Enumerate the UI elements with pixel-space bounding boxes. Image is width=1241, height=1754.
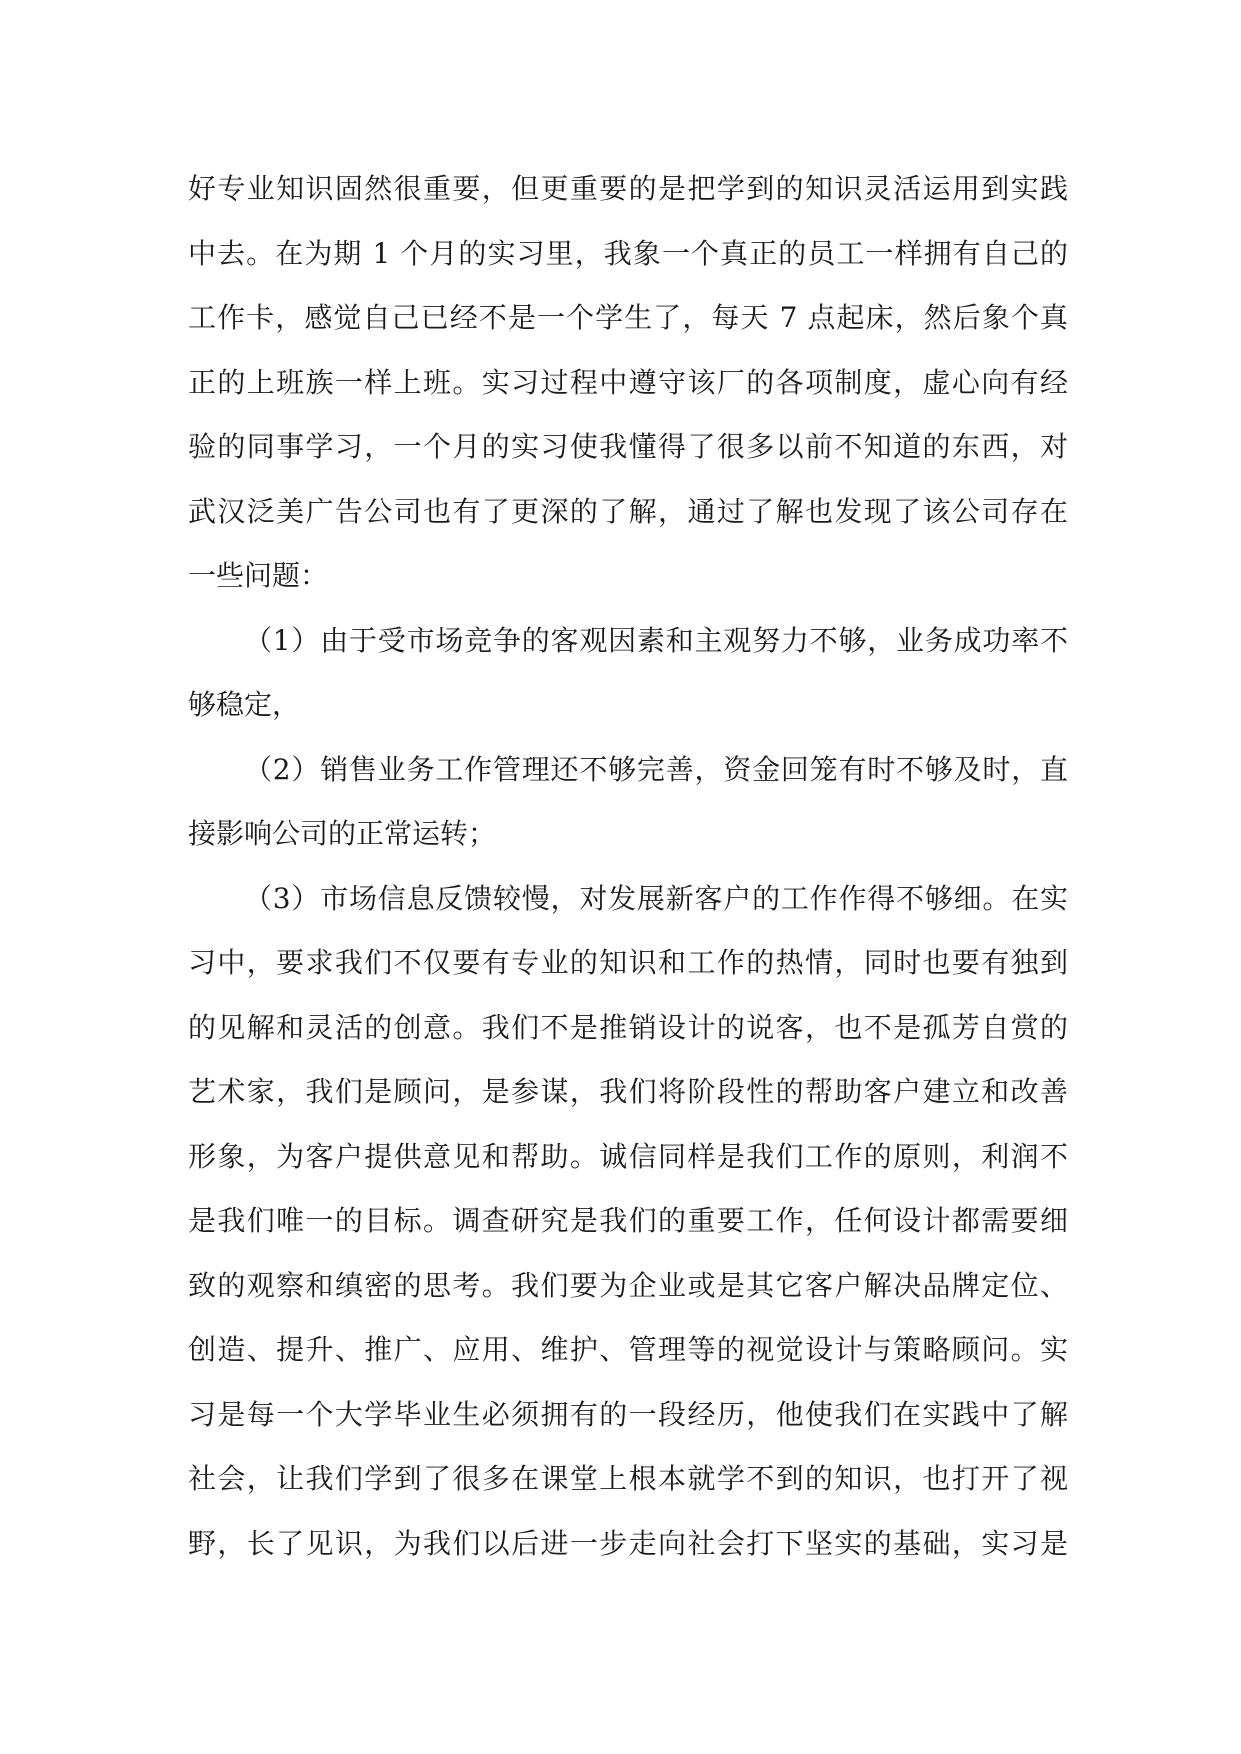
text-line: 是我们唯一的目标。调查研究是我们的重要工作，任何设计都需要细: [188, 1204, 1068, 1237]
text-line: 中去。在为期 1 个月的实习里，我象一个真正的员工一样拥有自己的: [188, 236, 1068, 270]
text-line: 工作卡，感觉自己已经不是一个学生了，每天 7 点起床，然后象个真: [188, 301, 1068, 334]
list-item-line: （1）由于受市场竞争的客观因素和主观努力不够，业务成功率不: [244, 623, 1068, 657]
text-line: 艺术家，我们是顾问，是参谋，我们将阶段性的帮助客户建立和改善: [188, 1075, 1068, 1108]
text-line: 习是每一个大学毕业生必须拥有的一段经历，他使我们在实践中了解: [188, 1397, 1068, 1431]
text-line: 验的同事学习，一个月的实习使我懂得了很多以前不知道的东西，对: [188, 430, 1068, 463]
text-line: 习中，要求我们不仅要有专业的知识和工作的热情，同时也要有独到: [188, 946, 1068, 979]
list-item-line: （3）市场信息反馈较慢，对发展新客户的工作作得不够细。在实: [244, 881, 1068, 915]
text-line: 正的上班族一样上班。实习过程中遵守该厂的各项制度，虚心向有经: [188, 365, 1068, 399]
text-line: 好专业知识固然很重要，但更重要的是把学到的知识灵活运用到实践: [188, 172, 1068, 205]
text-line: 创造、提升、推广、应用、维护、管理等的视觉设计与策略顾问。实: [188, 1333, 1068, 1366]
text-line: 社会，让我们学到了很多在课堂上根本就学不到的知识，也打开了视: [188, 1462, 1068, 1495]
text-line: 野，长了见识，为我们以后进一步走向社会打下坚实的基础，实习是: [188, 1526, 1068, 1560]
document-body: [188, 157, 1068, 1576]
text-line: 形象，为客户提供意见和帮助。诚信同样是我们工作的原则，利润不: [188, 1139, 1068, 1173]
text-line: 的见解和灵活的创意。我们不是推销设计的说客，也不是孤芳自赏的: [188, 1010, 1068, 1044]
text-line: 接影响公司的正常运转；: [188, 817, 497, 850]
text-line: 致的观察和缜密的思考。我们要为企业或是其它客户解决品牌定位、: [188, 1268, 1068, 1302]
text-line: 够稳定，: [188, 688, 301, 721]
text-line: 一些问题：: [188, 559, 329, 592]
text-line: 武汉泛美广告公司也有了更深的了解，通过了解也发现了该公司存在: [188, 494, 1068, 528]
list-item-line: （2）销售业务工作管理还不够完善，资金回笼有时不够及时，直: [244, 752, 1068, 786]
